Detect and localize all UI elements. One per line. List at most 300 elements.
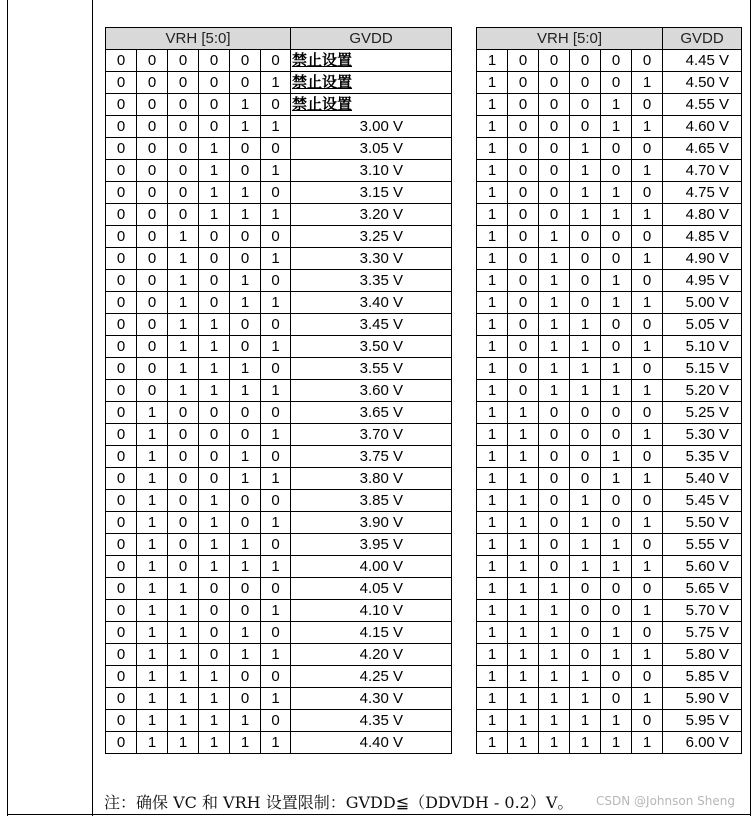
vrh-bit-cell: 0 [539,556,570,578]
vrh-bit-cell: 1 [539,358,570,380]
vrh-bit-cell: 0 [570,72,601,94]
vrh-bit-cell: 0 [230,600,261,622]
vrh-bit-cell: 1 [199,512,230,534]
gvdd-value-cell: 5.00 V [663,292,742,314]
vrh-bit-cell: 1 [168,248,199,270]
gvdd-value-cell: 5.90 V [663,688,742,710]
vrh-bit-cell: 1 [570,688,601,710]
vrh-bit-cell: 1 [570,556,601,578]
vrh-bit-cell: 0 [601,688,632,710]
gvdd-value-cell: 3.75 V [291,446,452,468]
vrh-bit-cell: 0 [106,600,137,622]
vrh-bit-cell: 0 [106,116,137,138]
vrh-bit-cell: 0 [601,336,632,358]
vrh-bit-cell: 0 [230,688,261,710]
vrh-bit-cell: 1 [539,336,570,358]
vrh-bit-cell: 1 [168,226,199,248]
vrh-bit-cell: 0 [199,270,230,292]
vrh-bit-cell: 1 [261,468,291,490]
table-row [106,336,452,358]
page-border-bottom [7,814,751,815]
gvdd-value-cell: 3.00 V [291,116,452,138]
table-row [477,204,742,226]
vrh-bit-cell: 0 [508,380,539,402]
vrh-bit-cell: 0 [106,292,137,314]
vrh-bit-cell: 0 [199,468,230,490]
gvdd-value-cell: 5.35 V [663,446,742,468]
vrh-bit-cell: 1 [539,248,570,270]
table-row [106,292,452,314]
gvdd-value-cell: 4.70 V [663,160,742,182]
vrh-bit-cell: 1 [261,688,291,710]
vrh-bit-cell: 0 [106,336,137,358]
vrh-bit-cell: 1 [261,116,291,138]
vrh-bit-cell: 0 [168,204,199,226]
table-row [106,314,452,336]
vrh-bit-cell: 0 [632,182,663,204]
vrh-bit-cell: 1 [261,556,291,578]
vrh-bit-cell: 0 [539,160,570,182]
vrh-bit-cell: 1 [199,710,230,732]
vrh-bit-cell: 0 [539,424,570,446]
vrh-bit-cell: 0 [632,226,663,248]
table-row [477,556,742,578]
vrh-bit-cell: 0 [570,116,601,138]
vrh-bit-cell: 0 [106,710,137,732]
vrh-bit-cell: 0 [168,138,199,160]
vrh-bit-cell: 1 [230,732,261,754]
vrh-bit-cell: 1 [168,314,199,336]
vrh-bit-cell: 0 [106,424,137,446]
vrh-bit-cell: 0 [106,94,137,116]
vrh-bit-cell: 0 [632,358,663,380]
vrh-bit-cell: 0 [261,314,291,336]
vrh-bit-cell: 0 [199,94,230,116]
vrh-bit-cell: 1 [199,138,230,160]
vrh-bit-cell: 0 [137,380,168,402]
vrh-bit-cell: 0 [632,446,663,468]
table-row [477,446,742,468]
vrh-bit-cell: 1 [632,248,663,270]
gvdd-value-cell: 3.45 V [291,314,452,336]
vrh-bit-cell: 0 [632,534,663,556]
vrh-bit-cell: 1 [168,688,199,710]
table-row [106,358,452,380]
vrh-bit-cell: 1 [632,160,663,182]
gvdd-value-cell: 5.05 V [663,314,742,336]
vrh-bit-cell: 0 [230,248,261,270]
table-row [477,380,742,402]
gvdd-value-cell: 5.20 V [663,380,742,402]
vrh-bit-cell: 1 [508,468,539,490]
vrh-bit-cell: 0 [570,600,601,622]
vrh-bit-cell: 1 [261,248,291,270]
gvdd-value-cell: 5.80 V [663,644,742,666]
vrh-bit-cell: 0 [168,182,199,204]
vrh-bit-cell: 1 [539,270,570,292]
vrh-bit-cell: 1 [570,358,601,380]
vrh-bit-cell: 0 [106,204,137,226]
table-row [106,732,452,754]
vrh-bit-cell: 1 [230,270,261,292]
vrh-bit-cell: 0 [168,468,199,490]
vrh-bit-cell: 1 [570,204,601,226]
vrh-bit-cell: 1 [477,116,508,138]
vrh-bit-cell: 0 [508,204,539,226]
vrh-bit-cell: 1 [570,138,601,160]
note-text: 注：确保 VC 和 VRH 设置限制：GVDD≦（DDVDH - 0.2）V。 [104,793,574,812]
vrh-bit-cell: 1 [230,446,261,468]
vrh-bit-cell: 0 [168,160,199,182]
vrh-bit-cell: 1 [539,666,570,688]
vrh-bit-cell: 1 [632,644,663,666]
vrh-bit-cell: 1 [168,644,199,666]
vrh-bit-cell: 1 [508,556,539,578]
vrh-bit-cell: 0 [601,512,632,534]
vrh-bit-cell: 1 [199,380,230,402]
vrh-bit-cell: 1 [261,600,291,622]
vrh-bit-cell: 1 [570,710,601,732]
vrh-bit-cell: 1 [230,380,261,402]
table-row [477,138,742,160]
gvdd-value-cell: 5.25 V [663,402,742,424]
table-row [106,402,452,424]
vrh-bit-cell: 1 [477,336,508,358]
vrh-bit-cell: 1 [477,666,508,688]
vrh-bit-cell: 1 [137,622,168,644]
vrh-bit-cell: 0 [570,50,601,72]
gvdd-value-cell: 3.05 V [291,138,452,160]
gvdd-value-cell: 3.30 V [291,248,452,270]
gvdd-value-cell: 3.50 V [291,336,452,358]
vrh-bit-cell: 1 [168,666,199,688]
vrh-bit-cell: 1 [508,710,539,732]
table-row [106,710,452,732]
vrh-bit-cell: 1 [570,314,601,336]
vrh-bit-cell: 0 [106,270,137,292]
gvdd-value-cell: 5.60 V [663,556,742,578]
vrh-bit-cell: 1 [137,490,168,512]
vrh-bit-cell: 0 [106,248,137,270]
vrh-bit-cell: 1 [477,512,508,534]
vrh-bit-cell: 0 [570,226,601,248]
gvdd-value-cell: 4.50 V [663,72,742,94]
table-row [477,336,742,358]
vrh-bit-cell: 1 [601,710,632,732]
vrh-bit-cell: 1 [261,380,291,402]
vrh-bit-cell: 1 [508,446,539,468]
table-row [477,732,742,754]
vrh-bit-cell: 0 [137,182,168,204]
gvdd-header: GVDD [291,28,452,50]
table-row [106,182,452,204]
vrh-bit-cell: 0 [570,248,601,270]
vrh-bit-cell: 1 [477,380,508,402]
vrh-bit-cell: 0 [137,94,168,116]
vrh-bit-cell: 1 [477,248,508,270]
vrh-bit-cell: 0 [539,446,570,468]
vrh-bit-cell: 1 [168,578,199,600]
vrh-bit-cell: 1 [477,314,508,336]
vrh-bit-cell: 1 [168,380,199,402]
table-row [106,688,452,710]
vrh-bit-cell: 1 [539,710,570,732]
vrh-bit-cell: 0 [261,270,291,292]
table-row [106,424,452,446]
vrh-bit-cell: 0 [601,138,632,160]
vrh-bit-cell: 1 [508,666,539,688]
vrh-bit-cell: 0 [230,402,261,424]
gvdd-value-cell: 4.95 V [663,270,742,292]
vrh-bit-cell: 0 [137,314,168,336]
vrh-bit-cell: 0 [261,578,291,600]
vrh-bit-cell: 0 [199,644,230,666]
vrh-bit-cell: 0 [230,226,261,248]
vrh-bit-cell: 1 [168,622,199,644]
vrh-bit-cell: 0 [106,732,137,754]
vrh-bit-cell: 1 [632,512,663,534]
vrh-bit-cell: 1 [601,380,632,402]
vrh-bit-cell: 1 [601,358,632,380]
vrh-bit-cell: 0 [539,94,570,116]
gvdd-value-cell: 5.45 V [663,490,742,512]
vrh-bit-cell: 0 [539,116,570,138]
vrh-bit-cell: 0 [508,94,539,116]
vrh-bit-cell: 0 [106,380,137,402]
vrh-bit-cell: 1 [137,644,168,666]
vrh-bit-cell: 0 [508,182,539,204]
vrh-bit-cell: 1 [137,424,168,446]
vrh-bit-cell: 0 [539,182,570,204]
gvdd-value-cell: 3.25 V [291,226,452,248]
vrh-bit-cell: 1 [570,182,601,204]
vrh-bit-cell: 0 [230,314,261,336]
vrh-bit-cell: 0 [601,424,632,446]
table-row [106,666,452,688]
table-row [477,226,742,248]
vrh-bit-cell: 0 [168,534,199,556]
vrh-bit-cell: 0 [632,666,663,688]
vrh-bit-cell: 0 [570,402,601,424]
table-row [477,116,742,138]
table-row [106,116,452,138]
vrh-bit-cell: 0 [508,270,539,292]
vrh-bit-cell: 0 [508,226,539,248]
vrh-bit-cell: 1 [508,490,539,512]
vrh-bit-cell: 0 [199,50,230,72]
vrh-bit-cell: 1 [570,666,601,688]
gvdd-value-cell: 5.40 V [663,468,742,490]
vrh-bit-cell: 1 [230,94,261,116]
vrh-bit-cell: 1 [601,446,632,468]
vrh-bit-cell: 0 [106,182,137,204]
vrh-bit-cell: 1 [477,72,508,94]
vrh-bit-cell: 1 [230,556,261,578]
vrh-bit-cell: 1 [570,732,601,754]
vrh-bit-cell: 0 [137,204,168,226]
gvdd-value-cell: 4.75 V [663,182,742,204]
table-row [106,226,452,248]
vrh-bit-cell: 1 [477,182,508,204]
table-row [106,94,452,116]
vrh-bit-cell: 1 [508,600,539,622]
vrh-bit-cell: 1 [168,292,199,314]
vrh-bit-cell: 0 [106,688,137,710]
vrh-bit-cell: 1 [199,732,230,754]
vrh-bit-cell: 1 [632,380,663,402]
watermark: CSDN @Johnson Sheng [596,794,735,808]
vrh-bit-cell: 1 [230,644,261,666]
vrh-bit-cell: 0 [570,270,601,292]
vrh-bit-cell: 0 [199,226,230,248]
vrh-bit-cell: 0 [570,578,601,600]
vrh-bit-cell: 0 [137,116,168,138]
table-row [477,644,742,666]
gvdd-value-cell: 3.90 V [291,512,452,534]
vrh-bit-cell: 1 [632,688,663,710]
vrh-bit-cell: 1 [137,402,168,424]
vrh-bit-cell: 0 [601,578,632,600]
vrh-bit-cell: 1 [508,534,539,556]
vrh-bit-cell: 1 [570,336,601,358]
vrh-bit-cell: 1 [230,468,261,490]
vrh-bit-cell: 1 [539,732,570,754]
vrh-bit-cell: 0 [137,226,168,248]
vrh-header: VRH [5:0] [106,28,291,50]
gvdd-value-cell: 4.20 V [291,644,452,666]
vrh-bit-cell: 1 [508,732,539,754]
vrh-bit-cell: 1 [168,710,199,732]
vrh-bit-cell: 0 [508,358,539,380]
vrh-bit-cell: 0 [106,402,137,424]
vrh-bit-cell: 0 [137,248,168,270]
vrh-bit-cell: 0 [261,358,291,380]
vrh-bit-cell: 0 [632,50,663,72]
vrh-bit-cell: 1 [477,446,508,468]
vrh-bit-cell: 1 [477,402,508,424]
gvdd-value-cell: 5.70 V [663,600,742,622]
vrh-bit-cell: 1 [508,644,539,666]
gvdd-value-cell: 5.85 V [663,666,742,688]
vrh-bit-cell: 1 [199,534,230,556]
vrh-bit-cell: 0 [168,94,199,116]
vrh-bit-cell: 1 [601,556,632,578]
gvdd-value-cell: 5.15 V [663,358,742,380]
vrh-bit-cell: 0 [106,138,137,160]
vrh-bit-cell: 1 [168,600,199,622]
vrh-bit-cell: 1 [508,424,539,446]
vrh-gvdd-table-right [476,27,742,754]
page-border-left [7,0,8,816]
page-border-right [750,0,751,816]
vrh-bit-cell: 1 [539,226,570,248]
gvdd-value-cell: 4.05 V [291,578,452,600]
vrh-bit-cell: 1 [199,666,230,688]
vrh-bit-cell: 0 [539,72,570,94]
vrh-bit-cell: 0 [601,600,632,622]
vrh-bit-cell: 0 [261,94,291,116]
vrh-bit-cell: 0 [601,248,632,270]
vrh-bit-cell: 1 [477,50,508,72]
table-row [106,204,452,226]
vrh-bit-cell: 1 [601,732,632,754]
vrh-bit-cell: 1 [199,204,230,226]
gvdd-value-cell: 4.35 V [291,710,452,732]
vrh-bit-cell: 1 [199,336,230,358]
gvdd-value-cell: 3.70 V [291,424,452,446]
gvdd-value-cell: 6.00 V [663,732,742,754]
vrh-bit-cell: 1 [632,468,663,490]
vrh-bit-cell: 1 [601,468,632,490]
vrh-bit-cell: 0 [261,446,291,468]
vrh-bit-cell: 1 [477,204,508,226]
table-row [477,424,742,446]
vrh-bit-cell: 1 [261,336,291,358]
gvdd-value-cell: 3.35 V [291,270,452,292]
vrh-bit-cell: 1 [601,644,632,666]
vrh-bit-cell: 1 [137,578,168,600]
vrh-bit-cell: 1 [601,116,632,138]
table-row [477,270,742,292]
vrh-bit-cell: 0 [106,578,137,600]
table-row [106,380,452,402]
gvdd-value-cell: 3.60 V [291,380,452,402]
vrh-bit-cell: 1 [539,380,570,402]
vrh-bit-cell: 0 [632,270,663,292]
gvdd-forbidden-cell: 禁止设置 [291,72,452,94]
table-row [477,182,742,204]
vrh-bit-cell: 0 [137,160,168,182]
vrh-bit-cell: 1 [230,292,261,314]
vrh-bit-cell: 1 [632,732,663,754]
table-row [477,358,742,380]
vrh-bit-cell: 1 [601,204,632,226]
gvdd-value-cell: 4.80 V [663,204,742,226]
vrh-bit-cell: 1 [632,116,663,138]
table-row [106,578,452,600]
vrh-bit-cell: 0 [632,578,663,600]
vrh-bit-cell: 1 [199,358,230,380]
vrh-bit-cell: 1 [137,732,168,754]
vrh-bit-cell: 0 [539,402,570,424]
gvdd-header: GVDD [663,28,742,50]
vrh-bit-cell: 1 [137,556,168,578]
vrh-bit-cell: 0 [632,314,663,336]
vrh-bit-cell: 1 [632,204,663,226]
vrh-bit-cell: 1 [137,710,168,732]
vrh-bit-cell: 1 [539,644,570,666]
vrh-bit-cell: 0 [601,666,632,688]
vrh-bit-cell: 1 [199,314,230,336]
vrh-bit-cell: 0 [261,534,291,556]
vrh-bit-cell: 0 [106,468,137,490]
gvdd-value-cell: 4.55 V [663,94,742,116]
gvdd-value-cell: 5.65 V [663,578,742,600]
vrh-bit-cell: 1 [477,688,508,710]
vrh-bit-cell: 1 [601,94,632,116]
gvdd-value-cell: 5.50 V [663,512,742,534]
vrh-bit-cell: 1 [199,556,230,578]
vrh-bit-cell: 0 [168,50,199,72]
vrh-bit-cell: 1 [477,226,508,248]
table-row [106,534,452,556]
vrh-bit-cell: 1 [477,710,508,732]
table-row [477,292,742,314]
vrh-bit-cell: 0 [168,116,199,138]
vrh-bit-cell: 0 [570,424,601,446]
gvdd-value-cell: 4.00 V [291,556,452,578]
vrh-bit-cell: 0 [508,50,539,72]
